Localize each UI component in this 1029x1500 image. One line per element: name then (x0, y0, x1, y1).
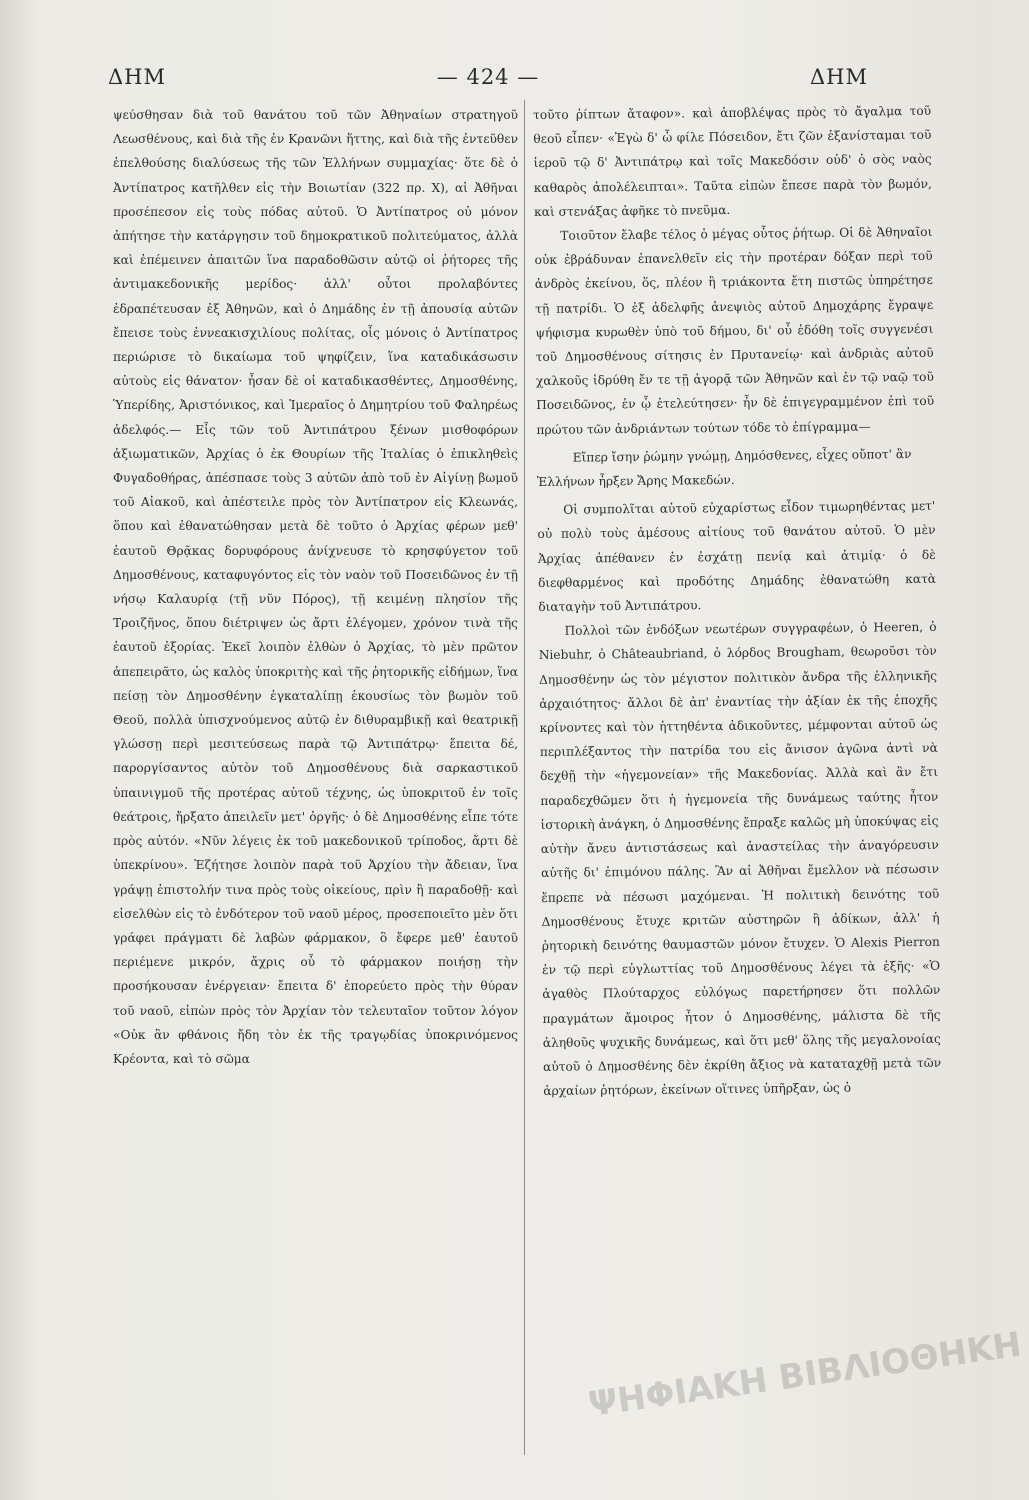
running-header (108, 60, 868, 94)
right-paragraph: Τοιοῦτον ἔλαβε τέλος ὁ μέγας οὗτος ῥήτωρ. Οἱ δὲ Ἀθηναῖοι οὐκ ἐβράδυναν ἐπανελθεῖν εἰς τὴν προτέραν δόξαν περὶ τοῦ ἀνδρὸς ἐκείνου, ὅς, πλέον ἢ τριάκοντα ἔτη πιστῶς ὑπηρέτησε τῇ πατρίδι. Ὁ ἐξ ἀδελφῆς ἀνεψιὸς αὐτοῦ Δημοχάρης ἔγραψε ψήφισμα κυρωθὲν ὑπὸ τοῦ δήμου, δι' οὗ ἐδόθη τοῖς συγγενέσι τοῦ Δημοσθένους σίτησις ἐν Πρυτανείῳ· καὶ ἀνδριὰς αὐτοῦ χαλκοῦς ἱδρύθη ἔν τε τῇ ἀγορᾷ τῶν Ἀθηνῶν καὶ ἐν τῷ ναῷ τοῦ Ποσειδῶνος, ἐν ᾧ ἐτελεύτησεν· ἦν δὲ ἐπιγεγραμμένον ἐπὶ τοῦ πρώτου τῶν ἀνδριάντων τούτων τόδε τὸ ἐπίγραμμα— (534, 224, 935, 437)
left-paragraph: ψεύσθησαν διὰ τοῦ θανάτου τοῦ τῶν Ἀθηναίων στρατηγοῦ Λεωσθένους, καὶ διὰ τῆς ἐν Κρανῶνι ἥττης, καὶ διὰ τῆς ἐντεῦθεν ἐπελθούσης διαλύσεως τῆς τῶν Ἑλλήνων συμμαχίας· ὅτε δὲ ὁ Ἀντίπατρος κατῆλθεν εἰς τὴν Βοιωτίαν (322 πρ. Χ), αἱ Ἀθῆναι προσέπεσον εἰς τοὺς πόδας αὐτοῦ. Ὁ Ἀντίπατρος οὐ μόνον ἀπήτησε τὴν κατάργησιν τοῦ δημοκρατικοῦ πολιτεύματος, ἀλλὰ καὶ ἐπέμεινεν ἀπαιτῶν ἵνα παραδοθῶσιν αὐτῷ οἱ ῥήτορες τῆς ἀντιμακεδονικῆς μερίδος· ἀλλ' οὗτοι προλαβόντες ἐδραπέτευσαν ἐξ Ἀθηνῶν, καὶ ὁ Δημάδης ἐν τῇ ἀπουσίᾳ αὐτῶν ἔπεισε τοὺς ἐννεακισχιλίους πολίτας, οἷς μόνοις ὁ Ἀντίπατρος περιώρισε τὸ δικαίωμα τοῦ ψηφίζειν, ἵνα καταδικάσωσιν αὐτοὺς εἰς θάνατον· ἦσαν δὲ οἱ καταδικασθέντες, Δημοσθένης, Ὑπερίδης, Ἀριστόνικος, καὶ Ἱμεραῖος ὁ Δημητρίου τοῦ Φαληρέως ἀδελφός.— Εἷς τῶν τοῦ Ἀντιπάτρου ξένων μισθοφόρων ἀξιωματικῶν, Ἀρχίας ὁ ἐκ Θουρίων τῆς Ἰταλίας ὁ ἐπικληθεὶς Φυγαδοθήρας, ἀπέσπασε τοὺς 3 αὐτῶν ἀπὸ τοῦ ἐν Αἰγίνῃ βωμοῦ τοῦ Αἰακοῦ, καὶ ἀπέστειλε πρὸς τὸν Ἀντίπατρον εἰς Κλεωνάς, ὅπου καὶ ἐθανατώθησαν μετὰ δὲ τοῦτο ὁ Ἀρχίας φέρων μεθ' ἑαυτοῦ Θρᾷκας δορυφόρους ἀνίχνευσε τὸ κρησφύγετον τοῦ Δημοσθένους, καταφυγόντος εἰς τὸν ναὸν τοῦ Ποσειδῶνος ἐν τῇ νήσῳ Καλαυρίᾳ (τῇ νῦν Πόρος), τῇ κειμένῃ πλησίον τῆς Τροιζῆνος, ὅπου διέτριψεν ὡς ἄρτι ἐλέγομεν, χρόνον τινὰ τῆς ἑαυτοῦ ἐξορίας. Ἐκεῖ λοιπὸν ἐλθὼν ὁ Ἀρχίας, τὸ μὲν πρῶτον ἀπεπειρᾶτο, ὡς καλὸς ὑποκριτὴς καὶ τῆς ῥητορικῆς εἰδήμων, ἵνα πείσῃ τὸν Δημοσθένην ἐγκαταλίπῃ ἑκουσίως τὸν βωμὸν τοῦ Θεοῦ, πολλὰ ὑπισχνούμενος αὐτῷ ἐν διθυραμβικῇ καὶ θεατρικῇ γλώσσῃ περὶ μεσιτεύσεως παρὰ τῷ Ἀντιπάτρῳ· ἔπειτα δέ, παροργίσαντος αὐτὸν τοῦ Δημοσθένους διὰ σαρκαστικοῦ ὑπαινιγμοῦ τῆς προτέρας αὐτοῦ τέχνης, ὡς ὑποκριτοῦ ἐν τοῖς θεάτροις, ἤρξατο ἀπειλεῖν μετ' ὀργῆς· ὁ δὲ Δημοσθένης εἶπε τότε πρὸς αὐτόν. «Νῦν λέγεις ἐκ τοῦ μακεδονικοῦ τρίποδος, ἄρτι δὲ ὑπεκρίνου». Ἐζήτησε λοιπὸν παρὰ τοῦ Ἀρχίου τὴν ἄδειαν, ἵνα γράψῃ ἐπιστολήν τινα πρὸς τοὺς οἰκείους, πρὶν ἢ παραδοθῇ· καὶ εἰσελθὼν εἰς τὸ ἐνδότερον τοῦ ναοῦ μέρος, προσεποιεῖτο μὲν ὅτι γράφει πράγματι δὲ λαβὼν φάρμακον, ὃ ἔφερε μεθ' ἑαυτοῦ περιέμενε μικρόν, ἄχρις οὗ τὸ φάρμακον ποιήσῃ τὴν προσήκουσαν ἐνέργειαν· ἔπειτα δ' ἐπορεύετο πρὸς τὴν θύραν τοῦ ναοῦ, εἰπὼν πρὸς τὸν Ἀρχίαν τὸν τελευταῖον τοῦτον λόγον «Οὐκ ἂν φθάνοις ἤδη τὸν ἐκ τῆς τραγῳδίας ὑποκρινόμενος Κρέοντα, καὶ τὸ σῶμα (113, 108, 518, 1066)
left-column (113, 103, 518, 1071)
header-right-abbrev: ΔΗΜ (810, 65, 868, 89)
right-paragraph: Πολλοὶ τῶν ἐνδόξων νεωτέρων συγγραφέων, ὁ Heeren, ὁ Niebuhr, ὁ Châteaubriand, ὁ λόρδος Brougham, θεωροῦσι τὸν Δημοσθένην ὡς τὸν μέγιστον πολιτικὸν ἄνδρα τῆς ἑλληνικῆς ἀρχαιότητος· ἄλλοι δὲ ἀπ' ἐναντίας τὴν ἀξίαν ἐκ τῆς ἐποχῆς κρίνοντες καὶ τὸν ἡττηθέντα ἀδικοῦντες, μέμφονται αὐτοῦ ὡς περιπλέξαντος τὴν πατρίδα του εἰς ἄνισον ἀγῶνα ἀντὶ νὰ δεχθῇ τὴν «ἡγεμονείαν» τῆς Μακεδονίας. Ἀλλὰ καὶ ἂν ἔτι παραδεχθῶμεν ὅτι ἡ ἡγεμονεία τῆς δυνάμεως ταύτης ἦτον ἱστορικὴ ἀνάγκη, ὁ Δημοσθένης ἔπραξε καλῶς μὴ ὑποκύψας εἰς αὐτὴν ἄνευ ἀντιστάσεως καὶ ἀναστείλας τὴν ἀναγόρευσιν αὐτῆς δι' ἐπιμόνου πάλης. Ἂν αἱ Ἀθῆναι ἔμελλον νὰ πέσωσιν ἔπρεπε νὰ πέσωσι μαχόμεναι. Ἡ πολιτικὴ δεινότης τοῦ Δημοσθένους ἔτυχε κριτῶν αὐστηρῶν ἢ ἀδίκων, ἀλλ' ἡ ῥητορικὴ δεινότης θαυμαστῶν μόνον ἔτυχεν. Ὁ Alexis Pierron ἐν τῷ περὶ εὐγλωττίας τοῦ Δημοσθένους λέγει τὰ ἑξῆς· «Ὁ ἀγαθὸς Πλούταρχος εὐλόγως παρετήρησεν ὅτι πολλῶν πραγμάτων ἄμοιρος ἦτον ὁ Δημοσθένης, μάλιστα δὲ τῆς ἀληθοῦς ψυχικῆς δυνάμεως, καὶ ὅτι μεθ' ὅλης τῆς μεγαλονοίας αὐτοῦ ὁ Δημοσθένης δὲν ἐκρίθη ἄξιος νὰ καταταχθῇ μετὰ τῶν ἀρχαίων ῥητόρων, ἐκείνων οἵτινες ὑπῆρξαν, ὡς ὁ (538, 620, 942, 1099)
header-left-abbrev: ΔΗΜ (108, 65, 166, 89)
right-paragraph: Οἱ συμπολῖται αὐτοῦ εὐχαρίστως εἶδον τιμωρηθέντας μετ' οὐ πολὺ τοὺς ἀμέσους αἰτίους τοῦ θανάτου αὐτοῦ. Ὁ μὲν Ἀρχίας ἀπέθανεν ἐν ἐσχάτῃ πενίᾳ καὶ ἀτιμίᾳ· ὁ δὲ διεφθαρμένος καὶ προδότης Δημάδης ἐθανατώθη κατὰ διαταγὴν τοῦ Ἀντιπάτρου. (537, 499, 937, 615)
library-watermark: ΨΗΦΙΑΚΗ ΒΙΒΛΙΟΘΗΚΗ (586, 1324, 1024, 1426)
right-column (533, 99, 941, 1103)
column-divider (524, 100, 525, 1455)
epigram-verse: Εἴπερ ἴσην ῥώμην γνώμῃ, Δημόσθενες, εἶχες οὔποτ' ἂν Ἑλλήνων ἦρξεν Ἄρης Μακεδών. (536, 446, 912, 490)
right-paragraph: τοῦτο ῥίπτων ἄταφον». καὶ ἀποβλέψας πρὸς τὸ ἄγαλμα τοῦ θεοῦ εἶπεν· «Ἐγὼ δ' ὦ φίλε Πόσειδον, ἔτι ζῶν ἐξανίσταμαι τοῦ ἱεροῦ τῷ δ' Ἀντιπάτρῳ καὶ τοῖς Μακεδόσιν οὐδ' ὁ σὸς ναὸς καθαρὸς ἀπολέλειπται». Ταῦτα εἰπὼν ἔπεσε παρὰ τὸν βωμόν, καὶ στενάξας ἀφῆκε τὸ πνεῦμα. (533, 103, 932, 219)
page-number: — 424 — (436, 65, 540, 89)
